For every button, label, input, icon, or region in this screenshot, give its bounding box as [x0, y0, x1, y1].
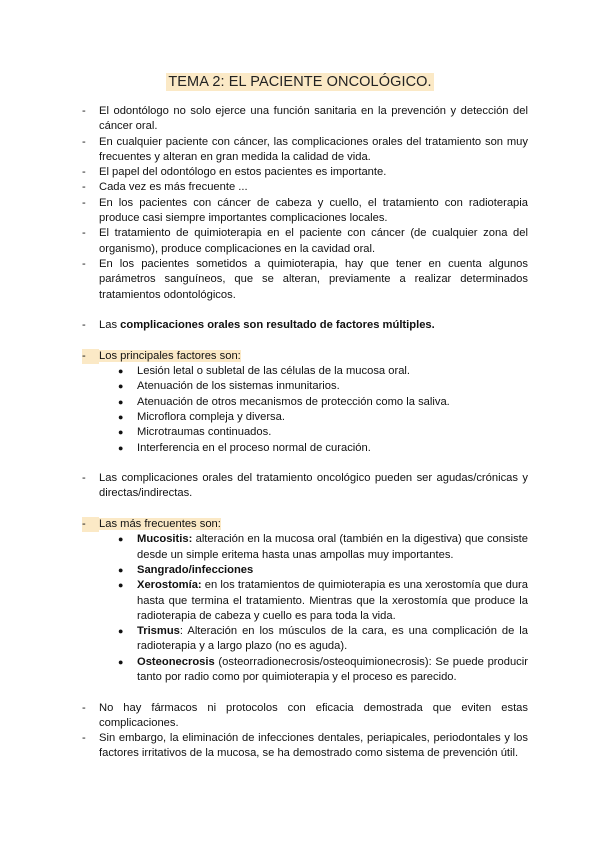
intro-text: En cualquier paciente con cáncer, las complicaciones orales del tratamiento son muy frecuentes y alteran en gran medida la calidad de vida.: [99, 135, 528, 163]
intro-text: En los pacientes sometidos a quimioterapia, hay que tener en cuenta algunos parámetros sanguíneos, que se alteran, previamente a realizar determinados tratamientos odontológicos.: [99, 257, 528, 301]
complication-text: [137, 655, 528, 686]
dash-marker: -: [82, 181, 86, 194]
frequent-heading: Las más frecuentes son:: [99, 518, 221, 531]
bullet-icon: ●: [118, 366, 124, 377]
intro-text: El tratamiento de quimioterapia en el paciente con cáncer (de cualquier zona del organismo), produce complicaciones en la cavidad oral.: [99, 227, 528, 255]
frequent-heading-wrap: [99, 517, 528, 532]
factor-text: Interferencia en el proceso normal de curación.: [137, 441, 371, 454]
spacer: [82, 502, 528, 517]
dash-marker: -: [82, 472, 86, 485]
bullet-icon: ●: [118, 411, 124, 422]
acute-text: Las complicaciones orales del tratamiento oncológico pueden ser agudas/crónicas y directas/indirectas.: [99, 472, 528, 500]
dash-marker: -: [82, 732, 86, 745]
list-item: [82, 349, 528, 364]
bullet-item: [82, 395, 528, 410]
list-item: [82, 731, 528, 762]
dash-marker: -: [82, 105, 86, 117]
complication-desc: : Alteración en los músculos de la cara, es una complicación de la radioterapia y a largo plazo (no es aguda).: [137, 625, 528, 653]
complication-term: Xerostomía:: [137, 579, 202, 592]
complication-desc: en los tratamientos de quimioterapia es una xerostomía que dura hasta que termina el tratamiento. Mientras que la xerostomía que produce la radioterapia de cabeza y cuello es para toda la vida.: [137, 579, 528, 622]
complication-text: [137, 563, 528, 578]
bullet-icon: ●: [118, 580, 124, 591]
spacer: [82, 456, 528, 471]
list-item: [82, 180, 528, 195]
dash-marker: -: [82, 319, 86, 332]
complication-term: Osteonecrosis: [137, 655, 215, 668]
bullet-item: [82, 563, 528, 578]
complication-text: [137, 578, 528, 624]
intro-text: Cada vez es más frecuente ...: [99, 181, 248, 194]
bullet-icon: ●: [118, 564, 124, 575]
complication-term: Mucositis:: [137, 533, 193, 546]
factor-text: Lesión letal o subletal de las células de la mucosa oral.: [137, 365, 411, 378]
dash-marker: -: [82, 701, 86, 714]
dash-marker: -: [82, 135, 86, 148]
dash-marker: -: [82, 196, 86, 209]
bullet-item: [82, 425, 528, 440]
list-item: [82, 104, 528, 135]
bullet-icon: ●: [118, 427, 124, 438]
bullet-icon: ●: [118, 396, 124, 407]
page-title: TEMA 2: EL PACIENTE ONCOLÓGICO.: [168, 74, 432, 90]
factor-text: Atenuación de otros mecanismos de protección como la saliva.: [137, 395, 450, 408]
bullet-icon: ●: [118, 381, 124, 392]
factor-text: Microtraumas continuados.: [137, 426, 272, 439]
list-item: [82, 471, 528, 502]
list-item: [82, 226, 528, 257]
spacer: [82, 303, 528, 318]
complications-statement: [99, 318, 528, 333]
bullet-item: [82, 379, 528, 394]
complications-prefix: Las: [99, 319, 121, 332]
spacer: [82, 333, 528, 348]
bullet-icon: ●: [118, 656, 124, 667]
list-item: [82, 135, 528, 166]
spacer: [82, 685, 528, 700]
closing-text: No hay fármacos ni protocolos con eficacia demostrada que eviten estas complicaciones.: [99, 701, 528, 729]
bullet-item: [82, 532, 528, 563]
closing-text: Sin embargo, la eliminación de infecciones dentales, periapicales, periodontales y los factores irritativos de la mucosa, se ha demostrado como sistema de prevención útil.: [99, 732, 528, 760]
bullet-icon: ●: [118, 442, 124, 453]
factor-text: Atenuación de los sistemas inmunitarios.: [137, 380, 340, 393]
dash-marker: -: [82, 349, 99, 364]
bullet-icon: ●: [118, 534, 124, 545]
complications-bold: complicaciones orales son resultado de factores múltiples.: [120, 319, 435, 332]
title-wrapper: [0, 73, 600, 91]
list-item: [82, 165, 528, 180]
bullet-item: [82, 624, 528, 655]
list-item: [82, 257, 528, 303]
factors-heading-wrap: [99, 349, 528, 364]
bullet-icon: ●: [118, 626, 124, 637]
bullet-item: [82, 578, 528, 624]
list-item: [82, 517, 528, 532]
document-body: [82, 104, 528, 762]
list-item: [82, 701, 528, 732]
dash-marker: -: [82, 166, 86, 179]
bullet-item: [82, 364, 528, 379]
bullet-item: [82, 655, 528, 686]
complication-desc: alteración en la mucosa oral (también en la digestiva) que consiste desde un simple eritema hasta unas ampollas muy importantes.: [137, 533, 528, 561]
dash-marker: -: [82, 257, 86, 270]
bullet-item: [82, 441, 528, 456]
complication-desc: (osteorradionecrosis/osteoquimionecrosis): Se puede producir tanto por radio como por quimioterapia y el proceso es parecido.: [137, 655, 528, 683]
list-item: [82, 196, 528, 227]
factor-text: Microflora compleja y diversa.: [137, 410, 285, 423]
intro-text: El odontólogo no solo ejerce una función sanitaria en la prevención y detección del cáncer oral.: [99, 105, 528, 133]
dash-marker: -: [82, 517, 99, 532]
complication-text: [137, 624, 528, 655]
dash-marker: -: [82, 227, 86, 240]
intro-text: El papel del odontólogo en estos pacientes es importante.: [99, 166, 387, 179]
list-item: [82, 318, 528, 333]
factors-heading: Los principales factores son:: [99, 349, 241, 362]
complication-term: Trismus: [137, 625, 180, 638]
bullet-item: [82, 410, 528, 425]
complication-term: Sangrado/infecciones: [137, 563, 254, 576]
complication-text: [137, 532, 528, 563]
intro-text: En los pacientes con cáncer de cabeza y cuello, el tratamiento con radioterapia produce casi siempre importantes complicaciones locales.: [99, 196, 528, 225]
